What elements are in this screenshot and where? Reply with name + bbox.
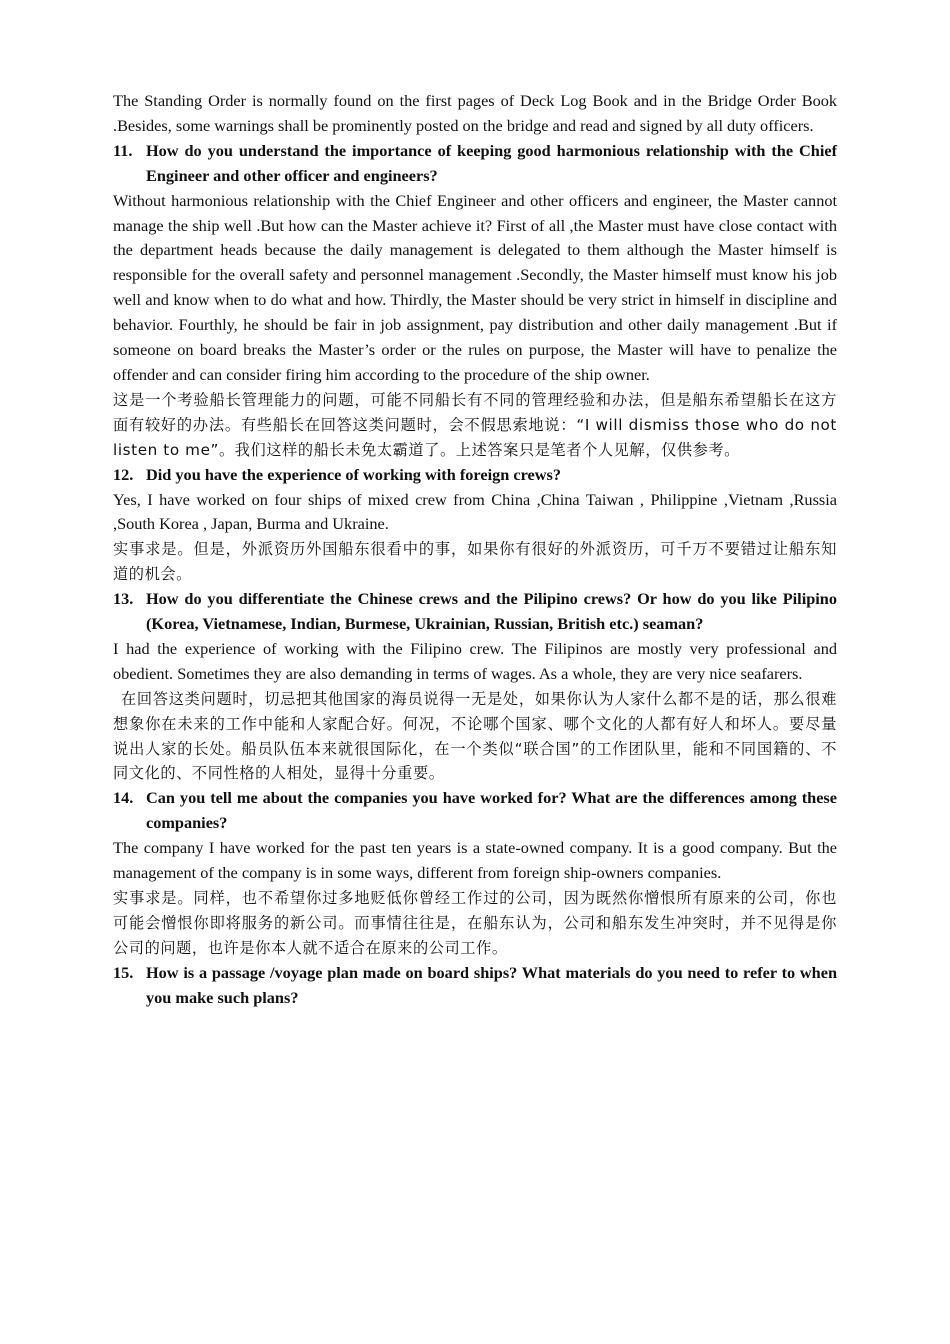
question-number: 14. xyxy=(113,788,134,808)
question-number: 12. xyxy=(113,464,134,484)
question-text: How is a passage /voyage plan made on board ships? What materials do you need to refer to when you make such plans? xyxy=(146,962,837,1007)
answer-14-en: The company I have worked for the past ten years is a state-owned company. It is a good company. But the management of the company is in some ways, different from foreign ship-owners companies. xyxy=(113,838,837,883)
paragraph-standing-order: The Standing Order is normally found on the first pages of Deck Log Book and in the Bridge Order Book .Besides, some warnings shall be prominently posted on the bridge and read and signed by all duty officers. xyxy=(113,91,837,135)
document-page xyxy=(113,89,837,1011)
answer-14-zh: 实事求是。同样，也不希望你过多地贬低你曾经工作过的公司，因为既然你憎恨所有原来的公司，你也可能会憎恨你即将服务的新公司。而事情往往是，在船东认为，公司和船东发生冲突时，并不见得是你公司的问题，也许是你本人就不适合在原来的公司工作。 xyxy=(113,889,837,957)
answer-11-zh: 这是一个考验船长管理能力的问题，可能不同船长有不同的管理经验和办法，但是船东希望船长在这方面有较好的办法。有些船长在回答这类问题时，会不假思索地说：“I will dismiss those who do not listen to me”。我们这样的船长未免太霸道了。上述答案只是笔者个人见解，仅供参考。 xyxy=(113,390,837,459)
answer-12-zh: 实事求是。但是，外派资历外国船东很看中的事，如果你有很好的外派资历，可千万不要错过让船东知道的机会。 xyxy=(113,540,837,584)
question-11 xyxy=(113,139,837,189)
question-12 xyxy=(113,463,837,488)
answer-13-en: I had the experience of working with the Filipino crew. The Filipinos are mostly very professional and obedient. Sometimes they are also demanding in terms of wages. As a whole, they are very nice seafarers. xyxy=(113,638,837,683)
question-text: Did you have the experience of working with foreign crews? xyxy=(146,464,561,484)
question-number: 15. xyxy=(113,962,134,982)
question-number: 11. xyxy=(113,140,133,160)
question-14 xyxy=(113,786,837,836)
question-text: How do you understand the importance of keeping good harmonious relationship with the Chief Engineer and other officer and engineers? xyxy=(146,140,837,185)
question-text: How do you differentiate the Chinese crews and the Pilipino crews? Or how do you like Pilipino (Korea, Vietnamese, Indian, Burmese, Ukrainian, Russian, British etc.) seaman? xyxy=(146,589,837,634)
question-15 xyxy=(113,961,837,1011)
answer-11-en: Without harmonious relationship with the Chief Engineer and other officers and engineer, the Master cannot manage the ship well .But how can the Master achieve it? First of all ,the Master must have close contact with the department heads because the daily management is delegated to them although the Master himself is responsible for the overall safety and personnel management .Secondly, the Master himself must know his job well and know when to do what and how. Thirdly, the Master should be very strict in himself in discipline and behavior. Fourthly, he should be fair in job assignment, pay distribution and other daily management .But if someone on board breaks the Master’s order or the rules on purpose, the Master will have to penalize the offender and can consider firing him according to the procedure of the ship owner. xyxy=(113,190,837,384)
question-text: Can you tell me about the companies you have worked for? What are the differences among these companies? xyxy=(146,788,837,833)
question-13 xyxy=(113,587,837,637)
answer-13-zh: 在回答这类问题时，切忌把其他国家的海员说得一无是处，如果你认为人家什么都不是的话，那么很难想象你在未来的工作中能和人家配合好。何况，不论哪个国家、哪个文化的人都有好人和坏人。要尽量说出人家的长处。船员队伍本来就很国际化，在一个类似“联合国”的工作团队里，能和不同国籍的、不同文化的、不同性格的人相处，显得十分重要。 xyxy=(113,689,837,783)
question-number: 13. xyxy=(113,589,134,609)
answer-12-en: Yes, I have worked on four ships of mixed crew from China ,China Taiwan , Philippine ,Vietnam ,Russia ,South Korea , Japan, Burma and Ukraine. xyxy=(113,489,837,534)
